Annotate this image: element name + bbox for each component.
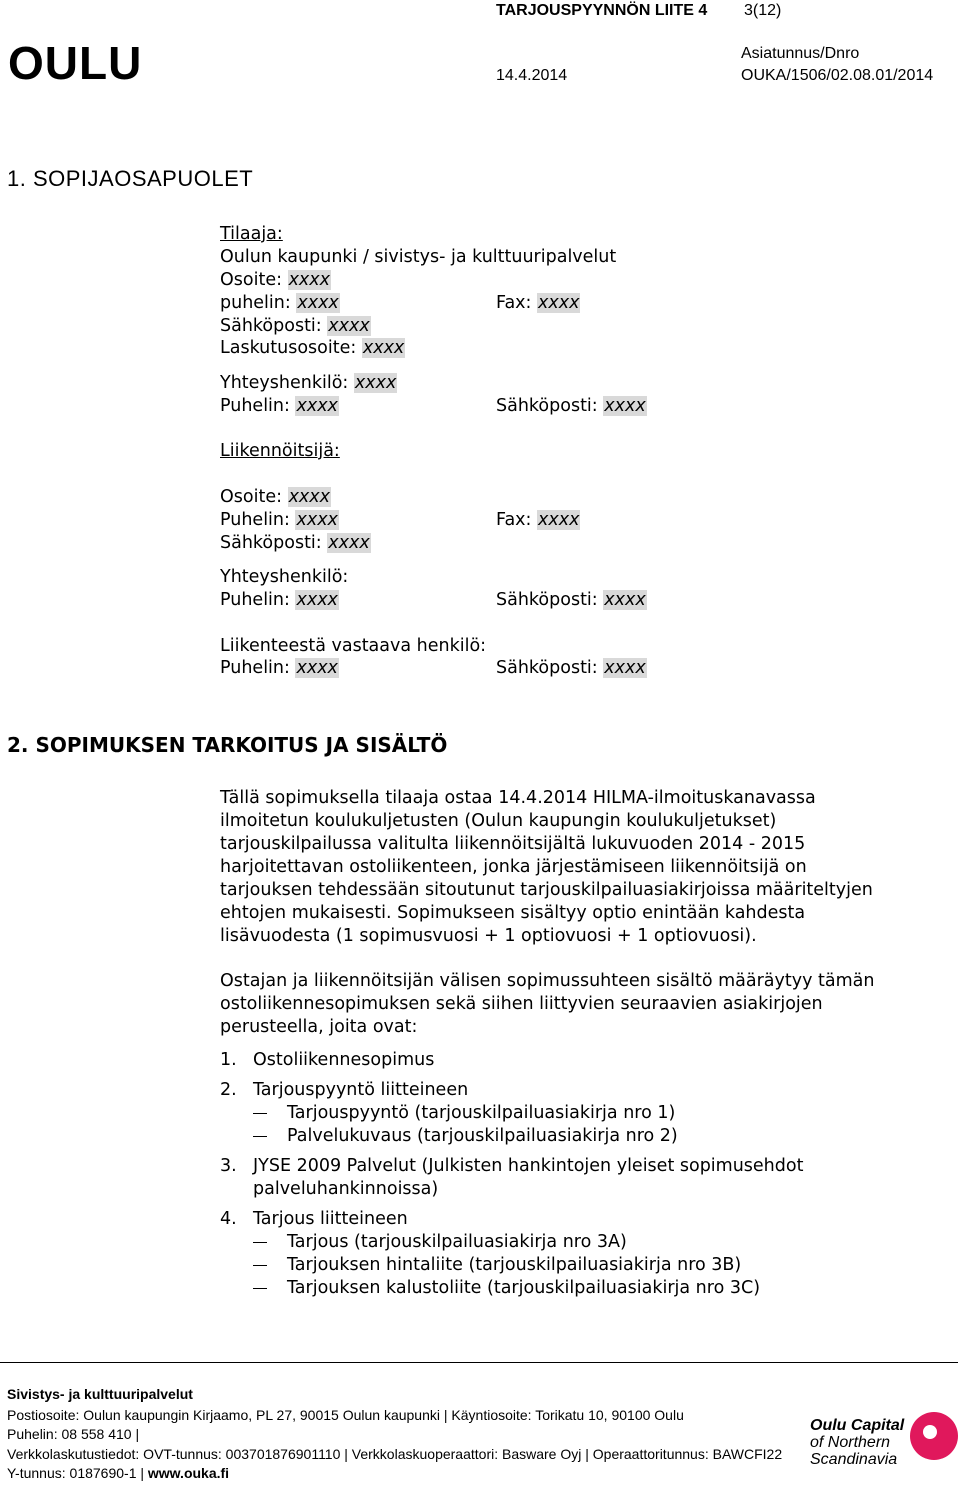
liikennoitsija-yhteyshenkilo: Yhteyshenkilö: [220,567,349,587]
liikenteesta-sahkoposti: Sähköposti: xxxx [496,658,646,678]
placeholder-field: xxxx [604,658,646,678]
tilaaja-fax: Fax: xxxx [496,293,580,313]
brand-line: Scandinavia [810,1451,898,1468]
tilaaja-label: Tilaaja: [220,224,283,244]
list-item: JYSE 2009 Palvelut (Julkisten hankintojen yleiset sopimusehdot [253,1156,804,1176]
liikennoitsija-osoite: Osoite: xxxx [220,487,331,507]
placeholder-field: xxxx [604,396,646,416]
dash-bullet [253,1288,267,1289]
list-item-number: 2. [220,1080,237,1100]
oulu-circle-logo-icon [910,1412,958,1460]
liikennoitsija-label: Liikennöitsijä: [220,441,340,461]
paragraph-line: Ostajan ja liikennöitsijän välisen sopimussuhteen sisältö määräytyy tämän [220,971,875,991]
list-item: Tarjous liitteineen [253,1209,408,1229]
placeholder-field: xxxx [538,293,580,313]
paragraph-line: perusteella, joita ovat: [220,1017,418,1037]
placeholder-field: xxxx [604,590,646,610]
footer-address: Postiosoite: Oulun kaupungin Kirjaamo, PL 27, 90015 Oulun kaupunki | Käyntiosoite: Torikatu 10, 90100 Oulu [7,1407,684,1423]
tilaaja-yhteyshenkilo: Yhteyshenkilö: xxxx [220,373,397,393]
tilaaja-osoite: Osoite: xxxx [220,270,331,290]
placeholder-field: xxxx [328,316,370,336]
footer-phone: Puhelin: 08 558 410 | [7,1426,140,1442]
section2-paragraph-2 [220,970,940,1039]
sub-list-item: Tarjous (tarjouskilpailuasiakirja nro 3A) [253,1232,627,1252]
brand-tagline [810,1417,904,1468]
placeholder-field: xxxx [538,510,580,530]
placeholder-field: xxxx [362,338,405,358]
placeholder-field: xxxx [288,270,331,290]
footer-org: Sivistys- ja kulttuuripalvelut [7,1386,193,1402]
tilaaja-yhteys-sahkoposti: Sähköposti: xxxx [496,396,646,416]
footer-invoicing: Verkkolaskutustiedot: OVT-tunnus: 003701876901110 | Verkkolaskuoperaattori: Basware Oyj | Operaattoritunnus: BAWCFI22 [7,1446,783,1462]
liikennoitsija-puhelin: Puhelin: xxxx [220,510,338,530]
paragraph-line: tarjouksen tehdessään sitoutunut tarjouskilpailuasiakirjoissa määriteltyjen [220,880,873,900]
tilaaja-laskutusosoite: Laskutusosoite: xxxx [220,338,405,358]
list-item-number: 4. [220,1209,237,1229]
dash-bullet [253,1136,267,1137]
tilaaja-name: Oulun kaupunki / sivistys- ja kulttuuripalvelut [220,247,617,267]
section2-paragraph-1 [220,787,940,948]
liikennoitsija-sahkoposti: Sähköposti: xxxx [220,533,370,553]
section1-heading: 1. SOPIJAOSAPUOLET [7,166,254,191]
ref-label: Asiatunnus/Dnro [741,45,860,62]
placeholder-field: xxxx [296,658,338,678]
oulu-logo: OULU [8,37,143,89]
paragraph-line: harjoitettavan ostoliikenteen, jonka järjestämiseen liikennöitsijä on [220,857,807,877]
tilaaja-sahkoposti: Sähköposti: xxxx [220,316,370,336]
list-item: Ostoliikennesopimus [253,1050,435,1070]
liikennoitsija-yhteys-sahkoposti: Sähköposti: xxxx [496,590,646,610]
placeholder-field: xxxx [296,396,338,416]
dash-bullet [253,1265,267,1266]
placeholder-field: xxxx [288,487,331,507]
section2-heading: 2. SOPIMUKSEN TARKOITUS JA SISÄLTÖ [7,733,448,757]
sub-list-item: Tarjouspyyntö (tarjouskilpailuasiakirja nro 1) [253,1103,675,1123]
paragraph-line: Tällä sopimuksella tilaaja ostaa 14.4.2014 HILMA-ilmoituskanavassa [220,788,816,808]
list-item: Tarjouspyyntö liitteineen [253,1080,469,1100]
liikennoitsija-fax: Fax: xxxx [496,510,580,530]
document-date: 14.4.2014 [496,67,568,84]
document-title: TARJOUSPYYNNÖN LIITE 4 [496,2,708,19]
tilaaja-puhelin: puhelin: xxxx [220,293,339,313]
paragraph-line: lisävuodesta (1 sopimusvuosi + 1 optiovuosi + 1 optiovuosi). [220,926,757,946]
placeholder-field: xxxx [296,510,338,530]
list-item-continuation: palveluhankinnoissa) [253,1179,439,1199]
sub-list-item: Tarjouksen kalustoliite (tarjouskilpailuasiakirja nro 3C) [253,1278,760,1298]
placeholder-field: xxxx [354,373,397,393]
liikenteesta-vastaava-label: Liikenteestä vastaava henkilö: [220,636,487,656]
paragraph-line: tarjouskilpailussa valitulta liikennöitsijältä lukuvuoden 2014 - 2015 [220,834,806,854]
website-link[interactable]: www.ouka.fi [147,1465,230,1481]
footer-business-id: Y-tunnus: 0187690-1 | www.ouka.fi [7,1465,230,1481]
paragraph-line: ilmoitetun koulukuljetusten (Oulun kaupungin koulukuljetukset) [220,811,777,831]
liikenteesta-puhelin: Puhelin: xxxx [220,658,338,678]
sub-list-item: Tarjouksen hintaliite (tarjouskilpailuasiakirja nro 3B) [253,1255,741,1275]
placeholder-field: xxxx [328,533,370,553]
brand-line: of Northern [810,1434,891,1451]
dash-bullet [253,1113,267,1114]
brand-line: Oulu Capital [810,1417,905,1434]
placeholder-field: xxxx [296,590,338,610]
liikennoitsija-yhteys-puhelin: Puhelin: xxxx [220,590,338,610]
ref-value: OUKA/1506/02.08.01/2014 [741,67,934,84]
page-number: 3(12) [744,2,782,19]
tilaaja-yhteys-puhelin: Puhelin: xxxx [220,396,338,416]
placeholder-field: xxxx [297,293,339,313]
dash-bullet [253,1242,267,1243]
list-item-number: 1. [220,1050,237,1070]
list-item-number: 3. [220,1156,237,1176]
paragraph-line: ehtojen mukaisesti. Sopimukseen sisältyy optio enintään kahdesta [220,903,806,923]
footer-divider [0,1362,958,1363]
paragraph-line: ostoliikennesopimuksen sekä siihen liittyvien seuraavien asiakirjojen [220,994,823,1014]
sub-list-item: Palvelukuvaus (tarjouskilpailuasiakirja nro 2) [253,1126,678,1146]
